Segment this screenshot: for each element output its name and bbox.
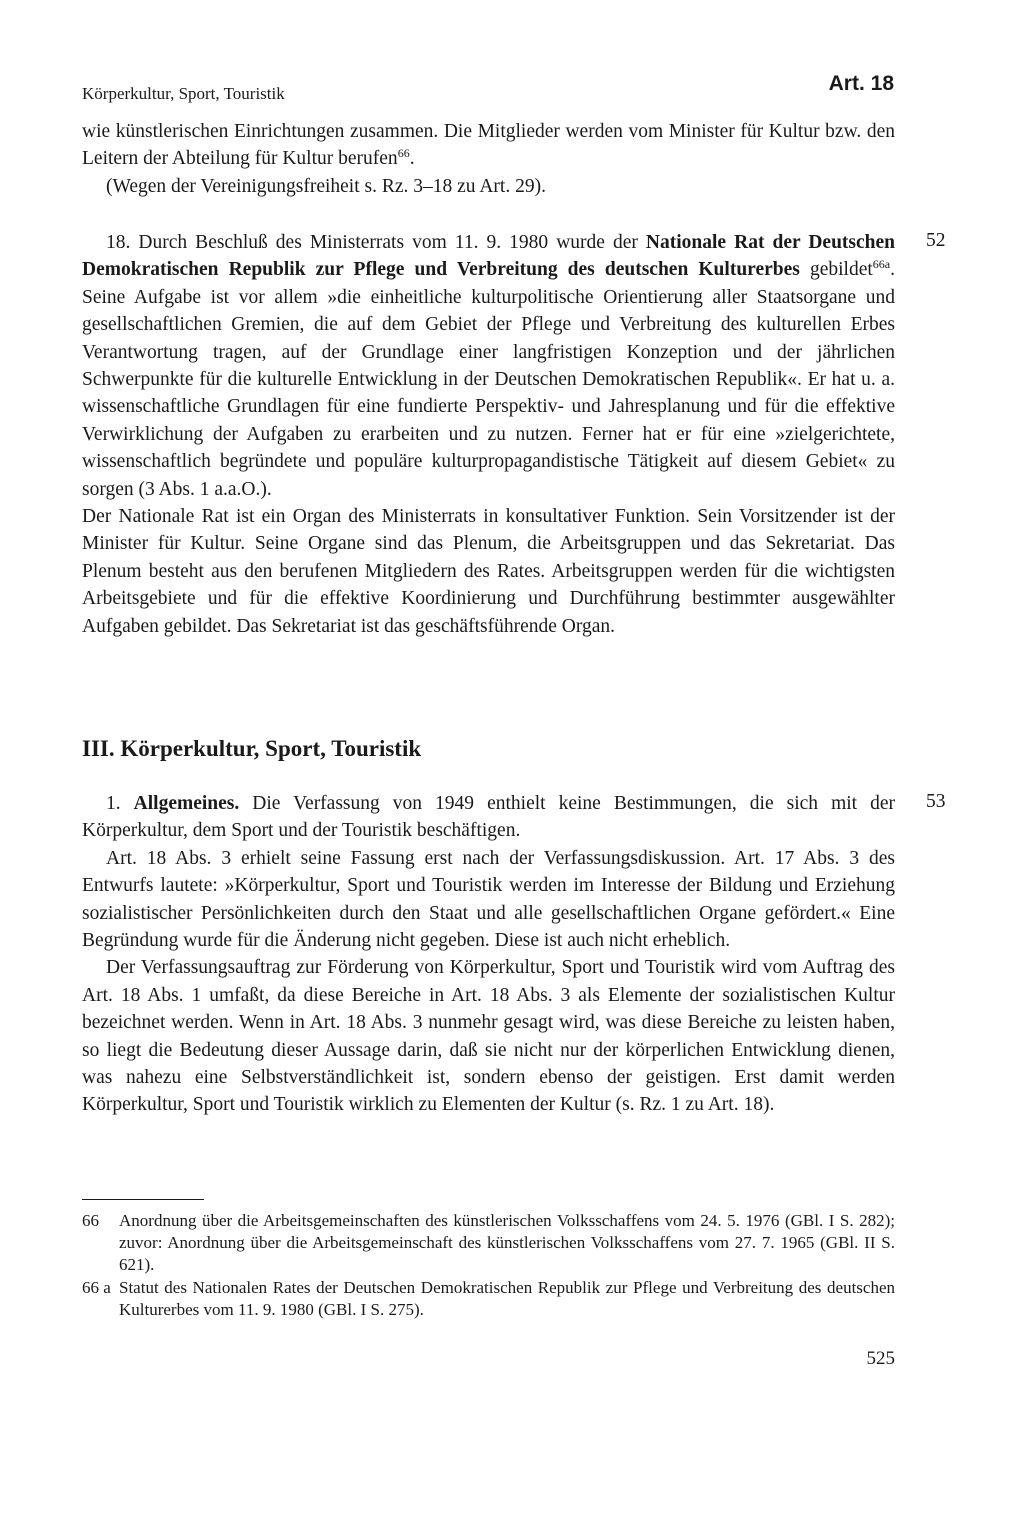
continuation-text <box>82 118 895 200</box>
footnote-number: 66 a <box>82 1277 111 1297</box>
footnote-ref-66[interactable]: 66 <box>397 146 410 161</box>
general-paragraph: 1. Allgemeines. Die Verfassung von 1949 enthielt keine Bestimmungen, die sich mit der Körperkultur, dem Sport und der Touristik beschäftigen. <box>82 793 896 842</box>
section-18-text <box>82 229 895 640</box>
council-organs-paragraph: Der Nationale Rat ist ein Organ des Ministerrats in konsultativer Funktion. Sein Vorsitzender ist der Minister für Kultur. Seine Organe sind das Plenum, die Arbeitsgruppen und das Sekretariat. Das Plenum besteht aus den berufenen Mitgliedern des Rates. Arbeitsgruppen werden für die wichtigsten Arbeitsgebiete und für die effektive Koordinierung und Durchführung bestimmter ausgewählter Aufgaben gebildet. Das Sekretariat ist das geschäftsführende Organ. <box>82 506 895 637</box>
section-heading: III. Körperkultur, Sport, Touristik <box>82 736 422 761</box>
page-number: 525 <box>866 1348 895 1369</box>
cross-reference-paragraph: (Wegen der Vereinigungsfreiheit s. Rz. 3–18 zu Art. 29). <box>106 175 546 197</box>
footnote-divider <box>82 1199 204 1200</box>
section-18-paragraph: 18. Durch Beschluß des Ministerrats vom 11. 9. 1980 wurde der Nationale Rat der Deutschen Demokratischen Republik zur Pflege und Verbreitung des deutschen Kulturerbes gebildet$^{66a}$. Seine Aufgabe ist vor allem »die einheitliche kulturpolitische Orientierung aller Staatsorgane und gesellschaftlichen Gremien, die auf dem Gebiet der Pflege und Verbreitung des kulturellen Erbes Verantwortung tragen, auf der Grundlage einer langfristigen Konzeption und der jährlichen Schwerpunkte für die kulturelle Entwicklung in der Deutschen Demokratischen Republik«. Er hat u. a. wissenschaftliche Grundlagen für eine fundierte Perspektiv- und Jahresplanung und für die effektive Verwirklichung der Aufgaben zu erarbeiten und zu nutzen. Ferner hat er für eine »zielgerichtete, wissenschaftlich begründete und populäre kulturpropagandistische Tätigkeit auf diesem Gebiet« zu sorgen (3 Abs. 1 a.a.O.). <box>82 232 895 500</box>
running-header-title: Körperkultur, Sport, Touristik <box>82 84 285 103</box>
footnote-66a <box>82 1277 895 1321</box>
draft-paragraph: Art. 18 Abs. 3 erhielt seine Fassung erst nach der Verfassungsdiskussion. Art. 17 Abs. 3 des Entwurfs lautete: »Körperkultur, Sport und Touristik werden im Interesse der Bildung und Erziehung sozialistischer Persönlichkeiten durch den Staat und alle gesellschaftlichen Organe gefördert.« Eine Begründung wurde für die Änderung nicht gegeben. Diese ist auch nicht erheblich. <box>82 847 895 952</box>
margin-number-53: 53 <box>926 791 946 812</box>
footnote-text: Anordnung über die Arbeitsgemeinschaften des künstlerischen Volksschaffens vom 24. 5. 1976 (GBl. I S. 282); zuvor: Anordnung über die Arbeitsgemeinschaft des künstlerischen Volksschaffens vom 27. 7. 1965 (GBl. II S. 621). <box>119 1211 895 1275</box>
footnote-ref-66a[interactable]: 66a <box>872 257 891 272</box>
margin-number-52: 52 <box>926 230 946 251</box>
footnote-66 <box>82 1210 895 1277</box>
mandate-paragraph: Der Verfassungsauftrag zur Förderung von Körperkultur, Sport und Touristik wird vom Auftrag des Art. 18 Abs. 1 umfaßt, da diese Bereiche in Art. 18 Abs. 3 als Elemente der sozialistischen Kultur bezeichnet werden. Wenn in Art. 18 Abs. 3 nunmehr gesagt wird, was diese Bereiche zu leisten haben, so liegt die Bedeutung dieser Aussage darin, daß sie nicht nur der körperlichen Entwicklung dienen, was nahezu eine Selbstverständlichkeit ist, sondern ebenso der geistigen. Erst damit werden Körperkultur, Sport und Touristik wirklich zu Elementen der Kultur (s. Rz. 1 zu Art. 18). <box>82 957 895 1116</box>
footnote-number: 66 <box>82 1211 99 1230</box>
footnotes <box>82 1210 895 1321</box>
section-iii-text <box>82 790 895 1119</box>
article-label: Art. 18 <box>828 72 894 95</box>
footnote-text: Statut des Nationalen Rates der Deutschen Demokratischen Republik zur Pflege und Verbreitung des deutschen Kulturerbes vom 11. 9. 1980 (GBl. I S. 275). <box>119 1277 895 1319</box>
continuation-paragraph: wie künstlerischen Einrichtungen zusammen. Die Mitglieder werden vom Minister für Kultur bzw. den Leitern der Abteilung für Kultur berufen$^{66}$. <box>82 121 895 170</box>
council-name: Nationale Rat der Deutschen Demokratischen Republik zur Pflege und Verbreitung des deutschen Kulturerbes <box>82 232 895 281</box>
general-lead-term: Allgemeines. <box>133 793 240 814</box>
